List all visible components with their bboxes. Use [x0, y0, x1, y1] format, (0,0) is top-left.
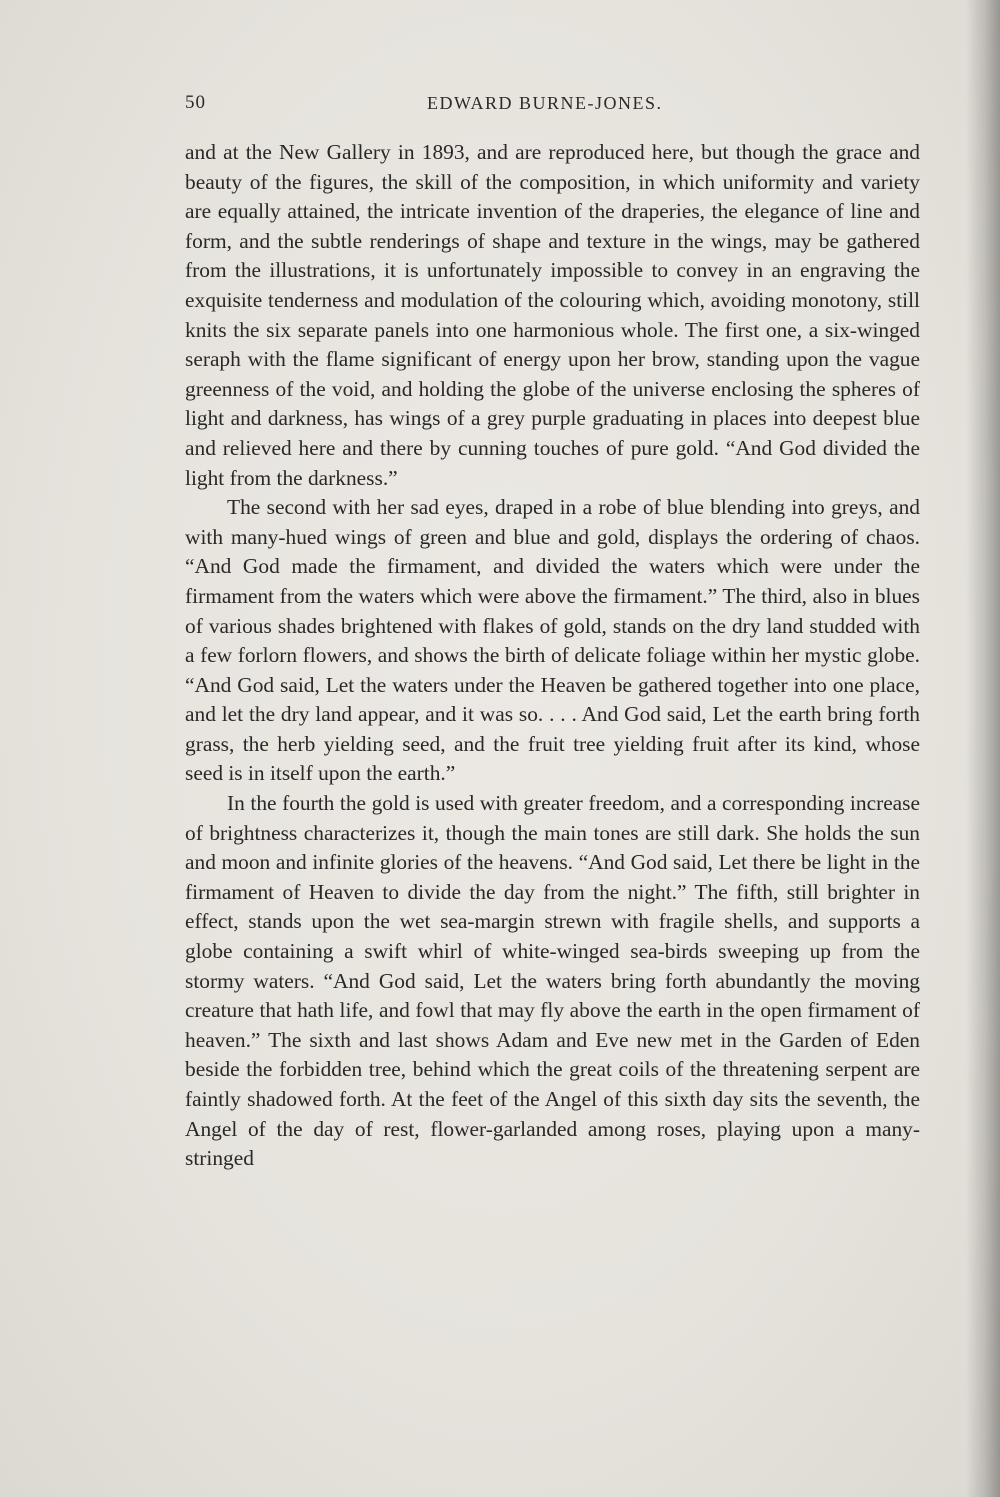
paragraph: In the fourth the gold is used with greater freedom, and a corresponding increase of brightness characterizes it, though the main tones are still dark. She holds the sun and moon and infinite glories of the heavens. “And God said, Let there be light in the firmament of Heaven to divide the day from the night.” The fifth, still brighter in effect, stands upon the wet sea-margin strewn with fragile shells, and supports a globe containing a swift whirl of white-winged sea-birds sweeping up from the stormy waters. “And God said, Let the waters bring forth abundantly the moving creature that hath life, and fowl that may fly above the earth in the open firmament of heaven.” The sixth and last shows Adam and Eve new met in the Garden of Eden beside the forbidden tree, behind which the great coils of the threatening serpent are faintly shadowed forth. At the feet of the Angel of this sixth day sits the seventh, the Angel of the day of rest, flower-garlanded among roses, playing upon a many-stringed — [185, 791, 920, 1171]
running-title: EDWARD BURNE-JONES. — [427, 93, 663, 113]
paragraph: The second with her sad eyes, draped in a robe of blue blending into greys, and with many-hued wings of green and blue and gold, displays the ordering of chaos. “And God made the firmament, and divided the waters which were under the firmament from the waters which were above the firmament.” The third, also in blues of various shades brightened with flakes of gold, stands on the dry land studded with a few forlorn flowers, and shows the birth of delicate foliage within her mystic globe. “And God said, Let the waters under the Heaven be gathered together into one place, and let the dry land appear, and it was so. . . . And God said, Let the earth bring forth grass, the herb yielding seed, and the fruit tree yielding fruit after its kind, whose seed is in itself upon the earth.” — [185, 495, 920, 786]
page-header — [185, 92, 915, 122]
page-edge-shadow — [966, 0, 1000, 1497]
body-text — [185, 138, 920, 1174]
page-number: 50 — [185, 92, 206, 113]
paragraph: and at the New Gallery in 1893, and are reproduced here, but though the grace and beauty of the figures, the skill of the composition, in which uniformity and variety are equally attained, the intricate invention of the draperies, the elegance of line and form, and the subtle renderings of shape and texture in the wings, may be gathered from the illustrations, it is unfortunately impossible to convey in an engraving the exquisite tenderness and modulation of the colouring which, avoiding monotony, still knits the six separate panels into one harmonious whole. The first one, a six-winged seraph with the flame significant of energy upon her brow, standing upon the vague greenness of the void, and holding the globe of the universe enclosing the spheres of light and darkness, has wings of a grey purple graduating in places into deepest blue and relieved here and there by cunning touches of pure gold. “And God divided the light from the darkness.” — [185, 140, 920, 490]
